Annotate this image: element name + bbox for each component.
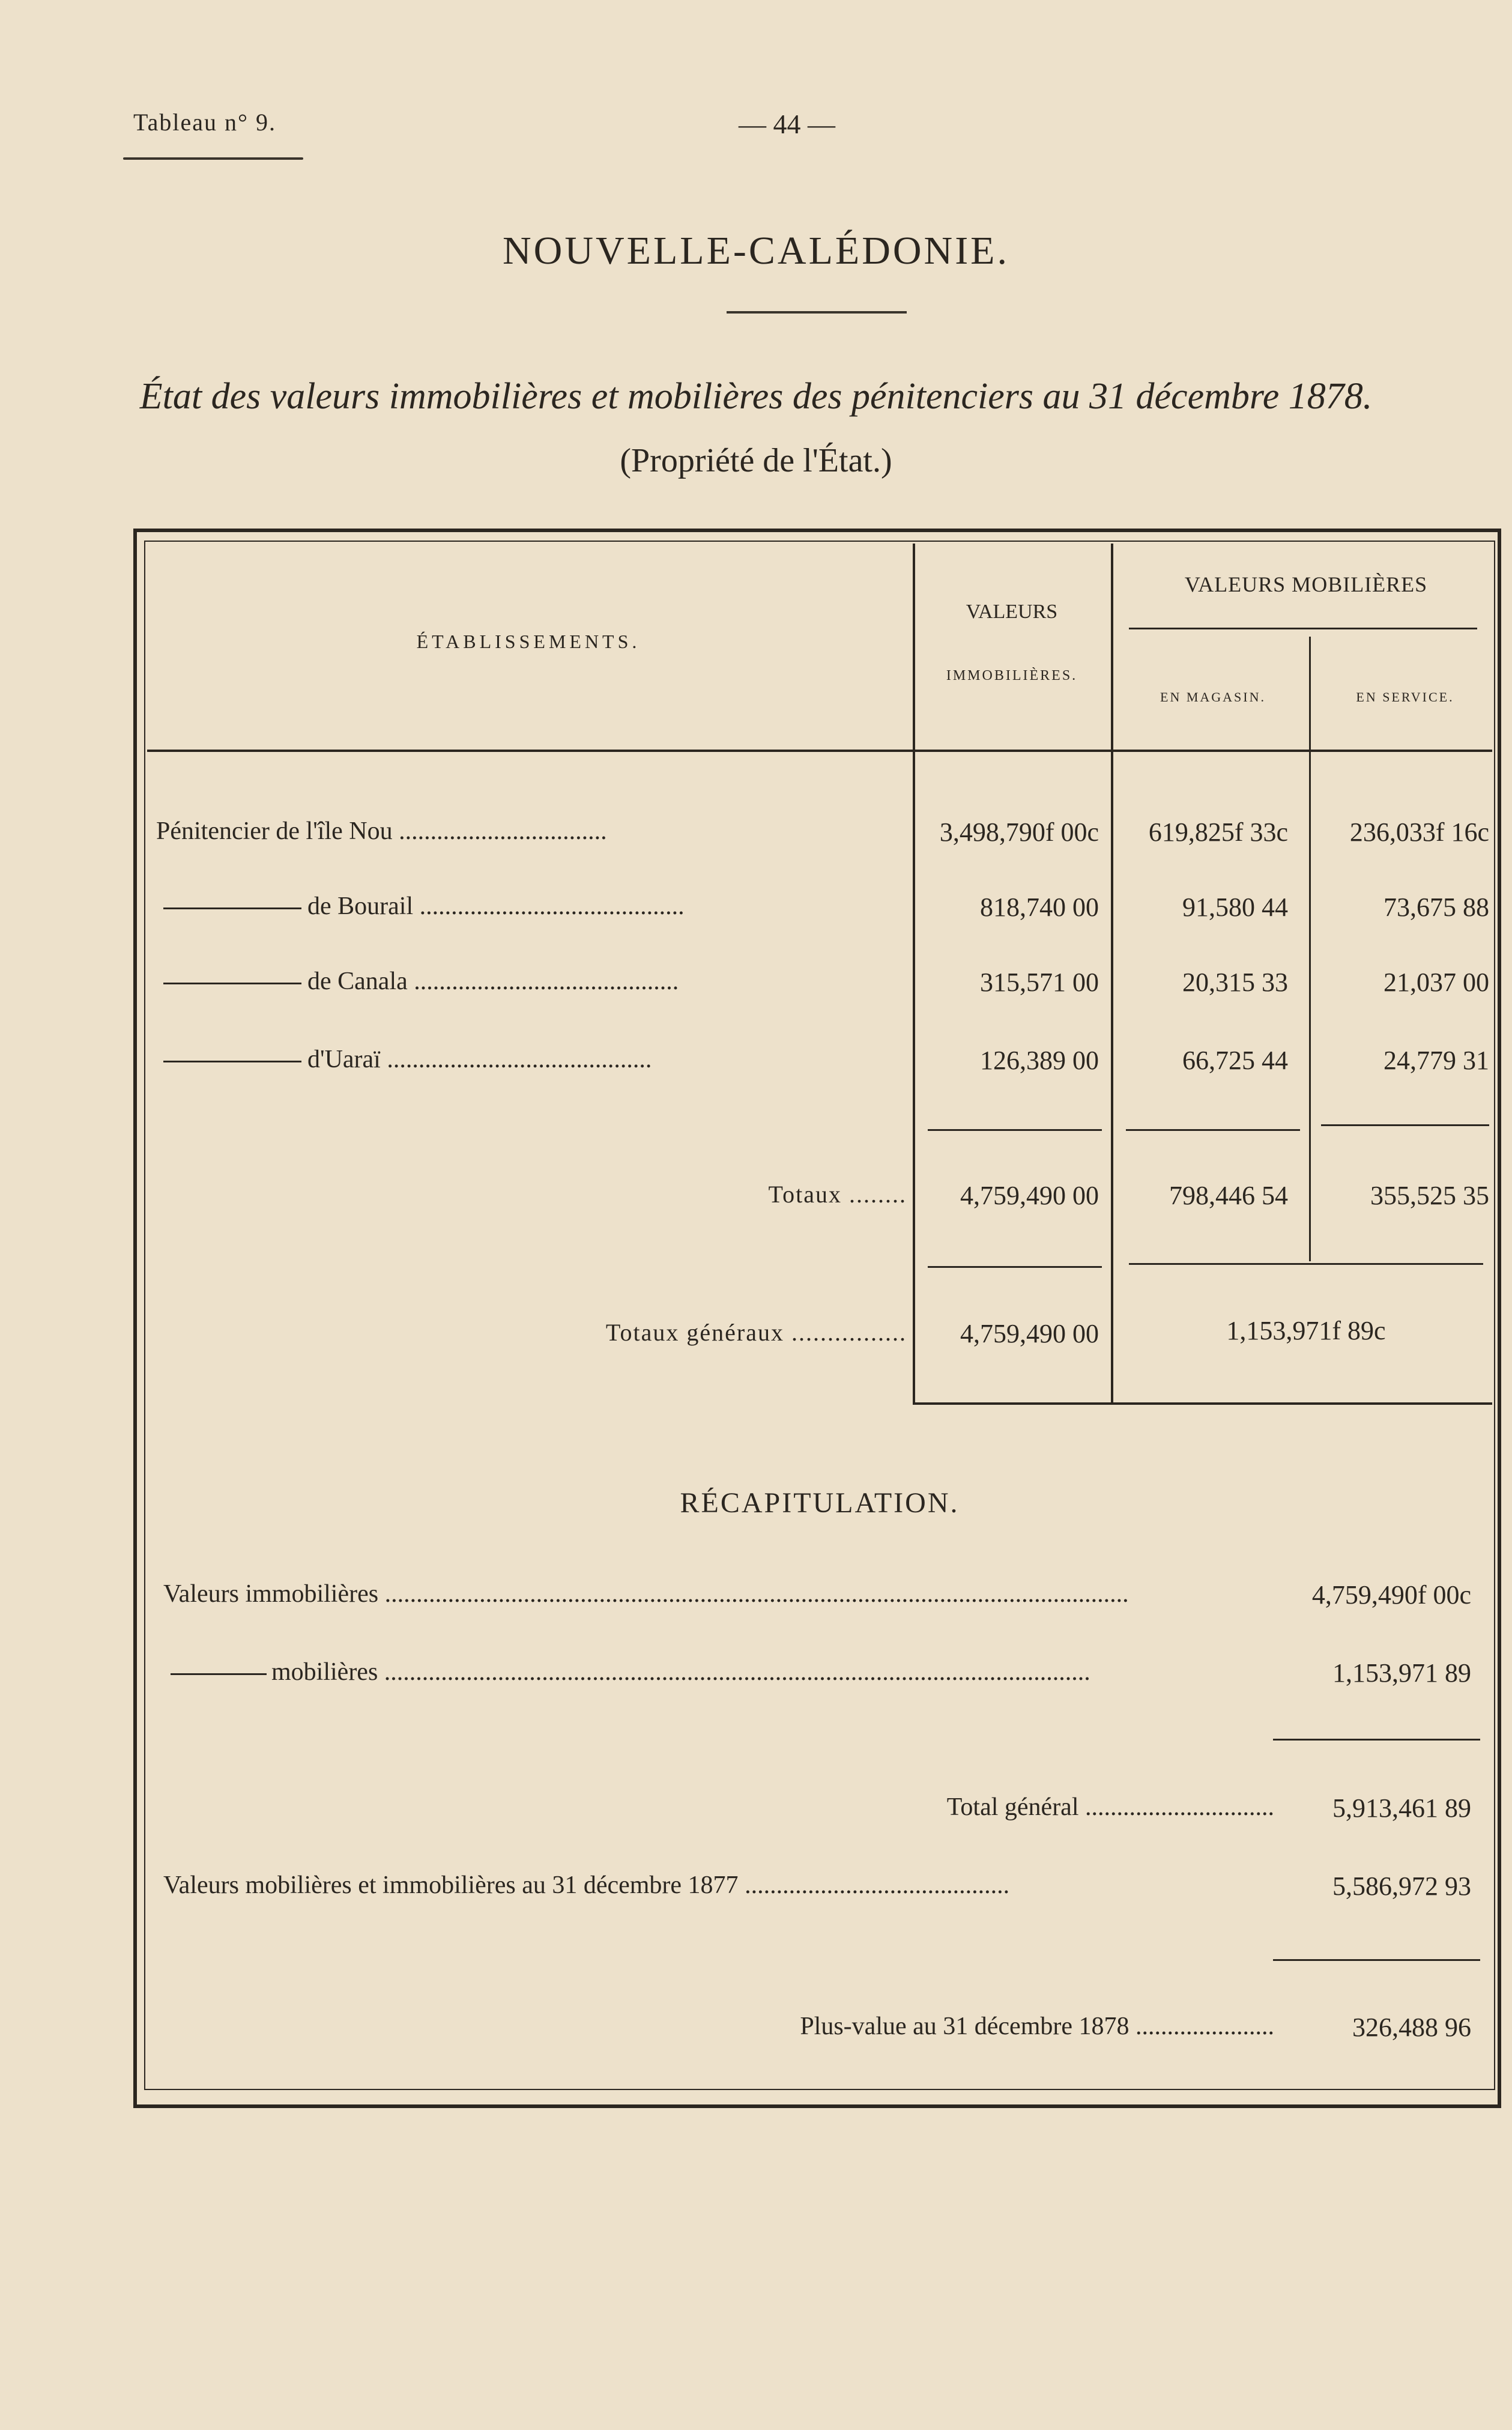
column-divider — [913, 544, 915, 1402]
table-row-label: de Canala .......................................... — [156, 967, 907, 996]
plus-value-value: 326,488 96 — [1352, 2013, 1471, 2042]
column-divider — [1111, 544, 1113, 1402]
recap-sum-rule — [1273, 1739, 1480, 1741]
totaux-rule — [1321, 1124, 1489, 1126]
tableau-number: Tableau n° 9. — [133, 109, 277, 136]
recap-immobilieres-value: 4,759,490f 00c — [1311, 1580, 1471, 1610]
plus-value-label: Plus-value au 31 décembre 1878 ...................... — [800, 2013, 1274, 2040]
page-number: — 44 — — [739, 109, 835, 139]
table-cell: 126,389 00 — [980, 1046, 1099, 1075]
table-bottom-rule — [913, 1402, 1492, 1405]
header-en-magasin: EN MAGASIN. — [1160, 689, 1266, 704]
table-cell: 619,825f 33c — [1148, 817, 1288, 847]
recap-immobilieres-label: Valeurs immobilières ...................................................................................................................... — [163, 1580, 1129, 1608]
table-cell: 91,580 44 — [1182, 892, 1288, 922]
totaux-rule — [1126, 1129, 1300, 1131]
table-cell: 20,315 33 — [1182, 968, 1288, 997]
recap-total-value: 5,913,461 89 — [1332, 1793, 1471, 1823]
table-row-label: de Bourail .......................................... — [156, 892, 907, 921]
recap-total-label: Total général .............................. — [946, 1793, 1274, 1821]
header-immobilieres-sub: IMMOBILIÈRES. — [946, 668, 1078, 683]
table-cell: 3,498,790f 00c — [939, 817, 1099, 847]
totaux-magasin: 798,446 54 — [1169, 1181, 1288, 1210]
header-bottom-rule — [147, 750, 1492, 752]
recap-title: RÉCAPITULATION. — [680, 1487, 960, 1519]
recap-mobilieres-value: 1,153,971 89 — [1332, 1658, 1471, 1688]
header-valeurs-mobilieres: VALEURS MOBILIÈRES — [1184, 572, 1428, 596]
recap-mobilieres-label: mobilières ................................................................................................................ — [163, 1658, 1280, 1686]
totaux-label: Totaux ........ — [768, 1181, 907, 1208]
totaux-service: 355,525 35 — [1370, 1181, 1489, 1210]
header-valeurs-immobilieres: VALEURS — [966, 601, 1058, 623]
table-row-label: d'Uaraï .......................................... — [156, 1045, 907, 1074]
tableau-underline — [123, 157, 303, 160]
table-cell: 236,033f 16c — [1349, 817, 1489, 847]
title-rule — [727, 311, 907, 314]
totaux-generaux-immobilieres: 4,759,490 00 — [960, 1319, 1099, 1348]
recap-1877-value: 5,586,972 93 — [1332, 1871, 1471, 1901]
column-divider — [1309, 637, 1311, 1261]
totaux-immobilieres: 4,759,490 00 — [960, 1181, 1099, 1210]
recap-diff-rule — [1273, 1959, 1480, 1961]
ownership-note: (Propriété de l'État.) — [620, 442, 892, 479]
totaux-rule — [928, 1129, 1102, 1131]
table-cell: 21,037 00 — [1383, 968, 1489, 997]
recap-1877-label: Valeurs mobilières et immobilières au 31 décembre 1877 .......................................... — [163, 1871, 1010, 1899]
header-en-service: EN SERVICE. — [1356, 689, 1454, 704]
table-cell: 66,725 44 — [1182, 1046, 1288, 1075]
page-subtitle: État des valeurs immobilières et mobilières des pénitenciers au 31 décembre 1878. — [139, 376, 1373, 417]
totaux-generaux-label: Totaux généraux ................ — [605, 1319, 907, 1346]
mobilieres-rule — [1129, 628, 1477, 629]
table-cell: 73,675 88 — [1383, 892, 1489, 922]
table-cell: 818,740 00 — [980, 892, 1099, 922]
table-row-label: Pénitencier de l'île Nou ................................. — [156, 817, 607, 845]
header-etablissements: ÉTABLISSEMENTS. — [416, 631, 641, 652]
page-title: NOUVELLE-CALÉDONIE. — [503, 229, 1009, 273]
table-cell: 24,779 31 — [1383, 1046, 1489, 1075]
totaux-generaux-rule — [1129, 1263, 1483, 1265]
totaux-generaux-mobilieres: 1,153,971f 89c — [1226, 1316, 1386, 1345]
table-cell: 315,571 00 — [980, 968, 1099, 997]
totaux-generaux-rule — [928, 1266, 1102, 1268]
